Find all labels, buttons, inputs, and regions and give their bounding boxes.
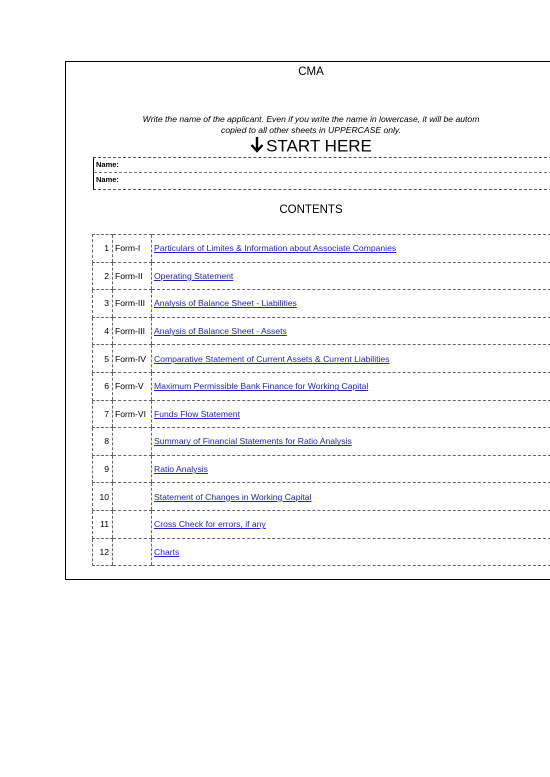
contents-link[interactable]: Charts <box>154 546 180 557</box>
contents-cell <box>152 538 550 566</box>
form-code <box>113 455 152 483</box>
table-row <box>93 372 550 400</box>
contents-cell <box>152 372 550 400</box>
contents-cell <box>152 483 550 511</box>
arrow-down-icon <box>250 136 264 158</box>
row-number: 7 <box>93 400 113 428</box>
contents-link[interactable]: Particulars of Limites & Information about Associate Companies <box>154 243 397 254</box>
contents-link[interactable]: Analysis of Balance Sheet - Assets <box>154 326 287 337</box>
row-number: 1 <box>93 235 113 263</box>
contents-link[interactable]: Summary of Financial Statements for Ratio Analysis <box>154 436 352 447</box>
start-here-text: START HERE <box>266 136 372 156</box>
page-title: CMA <box>298 66 324 78</box>
table-row <box>93 455 550 483</box>
table-row <box>93 235 550 263</box>
contents-cell <box>152 317 550 345</box>
contents-cell <box>152 510 550 538</box>
instruction-line-2: copied to all other sheets in UPPERCASE only. <box>221 125 401 135</box>
contents-cell <box>152 262 550 290</box>
contents-link[interactable]: Maximum Permissible Bank Finance for Working Capital <box>154 381 369 392</box>
contents-cell <box>152 428 550 456</box>
row-number: 3 <box>93 290 113 318</box>
row-number: 12 <box>93 538 113 566</box>
row-number: 10 <box>93 483 113 511</box>
form-code <box>113 483 152 511</box>
form-code: Form-IV <box>113 345 152 373</box>
row-number: 9 <box>93 455 113 483</box>
contents-cell <box>152 290 550 318</box>
contents-cell <box>152 400 550 428</box>
contents-link[interactable]: Operating Statement <box>154 270 234 281</box>
contents-link[interactable]: Analysis of Balance Sheet - Liabilities <box>154 298 297 309</box>
form-code: Form-VI <box>113 400 152 428</box>
contents-link[interactable]: Cross Check for errors, if any <box>154 519 266 530</box>
contents-link[interactable]: Comparative Statement of Current Assets & Current Liabilities <box>154 353 390 364</box>
form-code: Form-III <box>113 290 152 318</box>
name-field-1[interactable]: Name: <box>94 158 550 173</box>
contents-heading: CONTENTS <box>279 204 343 216</box>
name-field-2[interactable]: Name: <box>96 175 119 184</box>
table-row <box>93 483 550 511</box>
table-row <box>93 538 550 566</box>
row-number: 8 <box>93 428 113 456</box>
cma-sheet <box>65 61 550 580</box>
form-code: Form-V <box>113 372 152 400</box>
instruction-line-1: Write the name of the applicant. Even if you write the name in lowercase, it will be autom <box>142 114 480 124</box>
row-number: 2 <box>93 262 113 290</box>
table-row <box>93 290 550 318</box>
form-code: Form-III <box>113 317 152 345</box>
form-code <box>113 510 152 538</box>
contents-table <box>92 234 550 566</box>
row-number: 4 <box>93 317 113 345</box>
form-code <box>113 428 152 456</box>
table-row <box>93 400 550 428</box>
form-code: Form-I <box>113 235 152 263</box>
row-number: 6 <box>93 372 113 400</box>
table-row <box>93 317 550 345</box>
contents-cell <box>152 345 550 373</box>
form-code <box>113 538 152 566</box>
contents-cell <box>152 455 550 483</box>
row-number: 5 <box>93 345 113 373</box>
row-number: 11 <box>93 510 113 538</box>
contents-link[interactable]: Funds Flow Statement <box>154 408 240 419</box>
contents-cell <box>152 235 550 263</box>
table-row <box>93 345 550 373</box>
applicant-name-box <box>93 157 550 190</box>
contents-link[interactable]: Statement of Changes in Working Capital <box>154 491 312 502</box>
table-row <box>93 262 550 290</box>
table-row <box>93 428 550 456</box>
table-row <box>93 510 550 538</box>
start-here-label <box>66 136 550 158</box>
contents-link[interactable]: Ratio Analysis <box>154 464 208 475</box>
form-code: Form-II <box>113 262 152 290</box>
instruction-note <box>66 114 550 136</box>
